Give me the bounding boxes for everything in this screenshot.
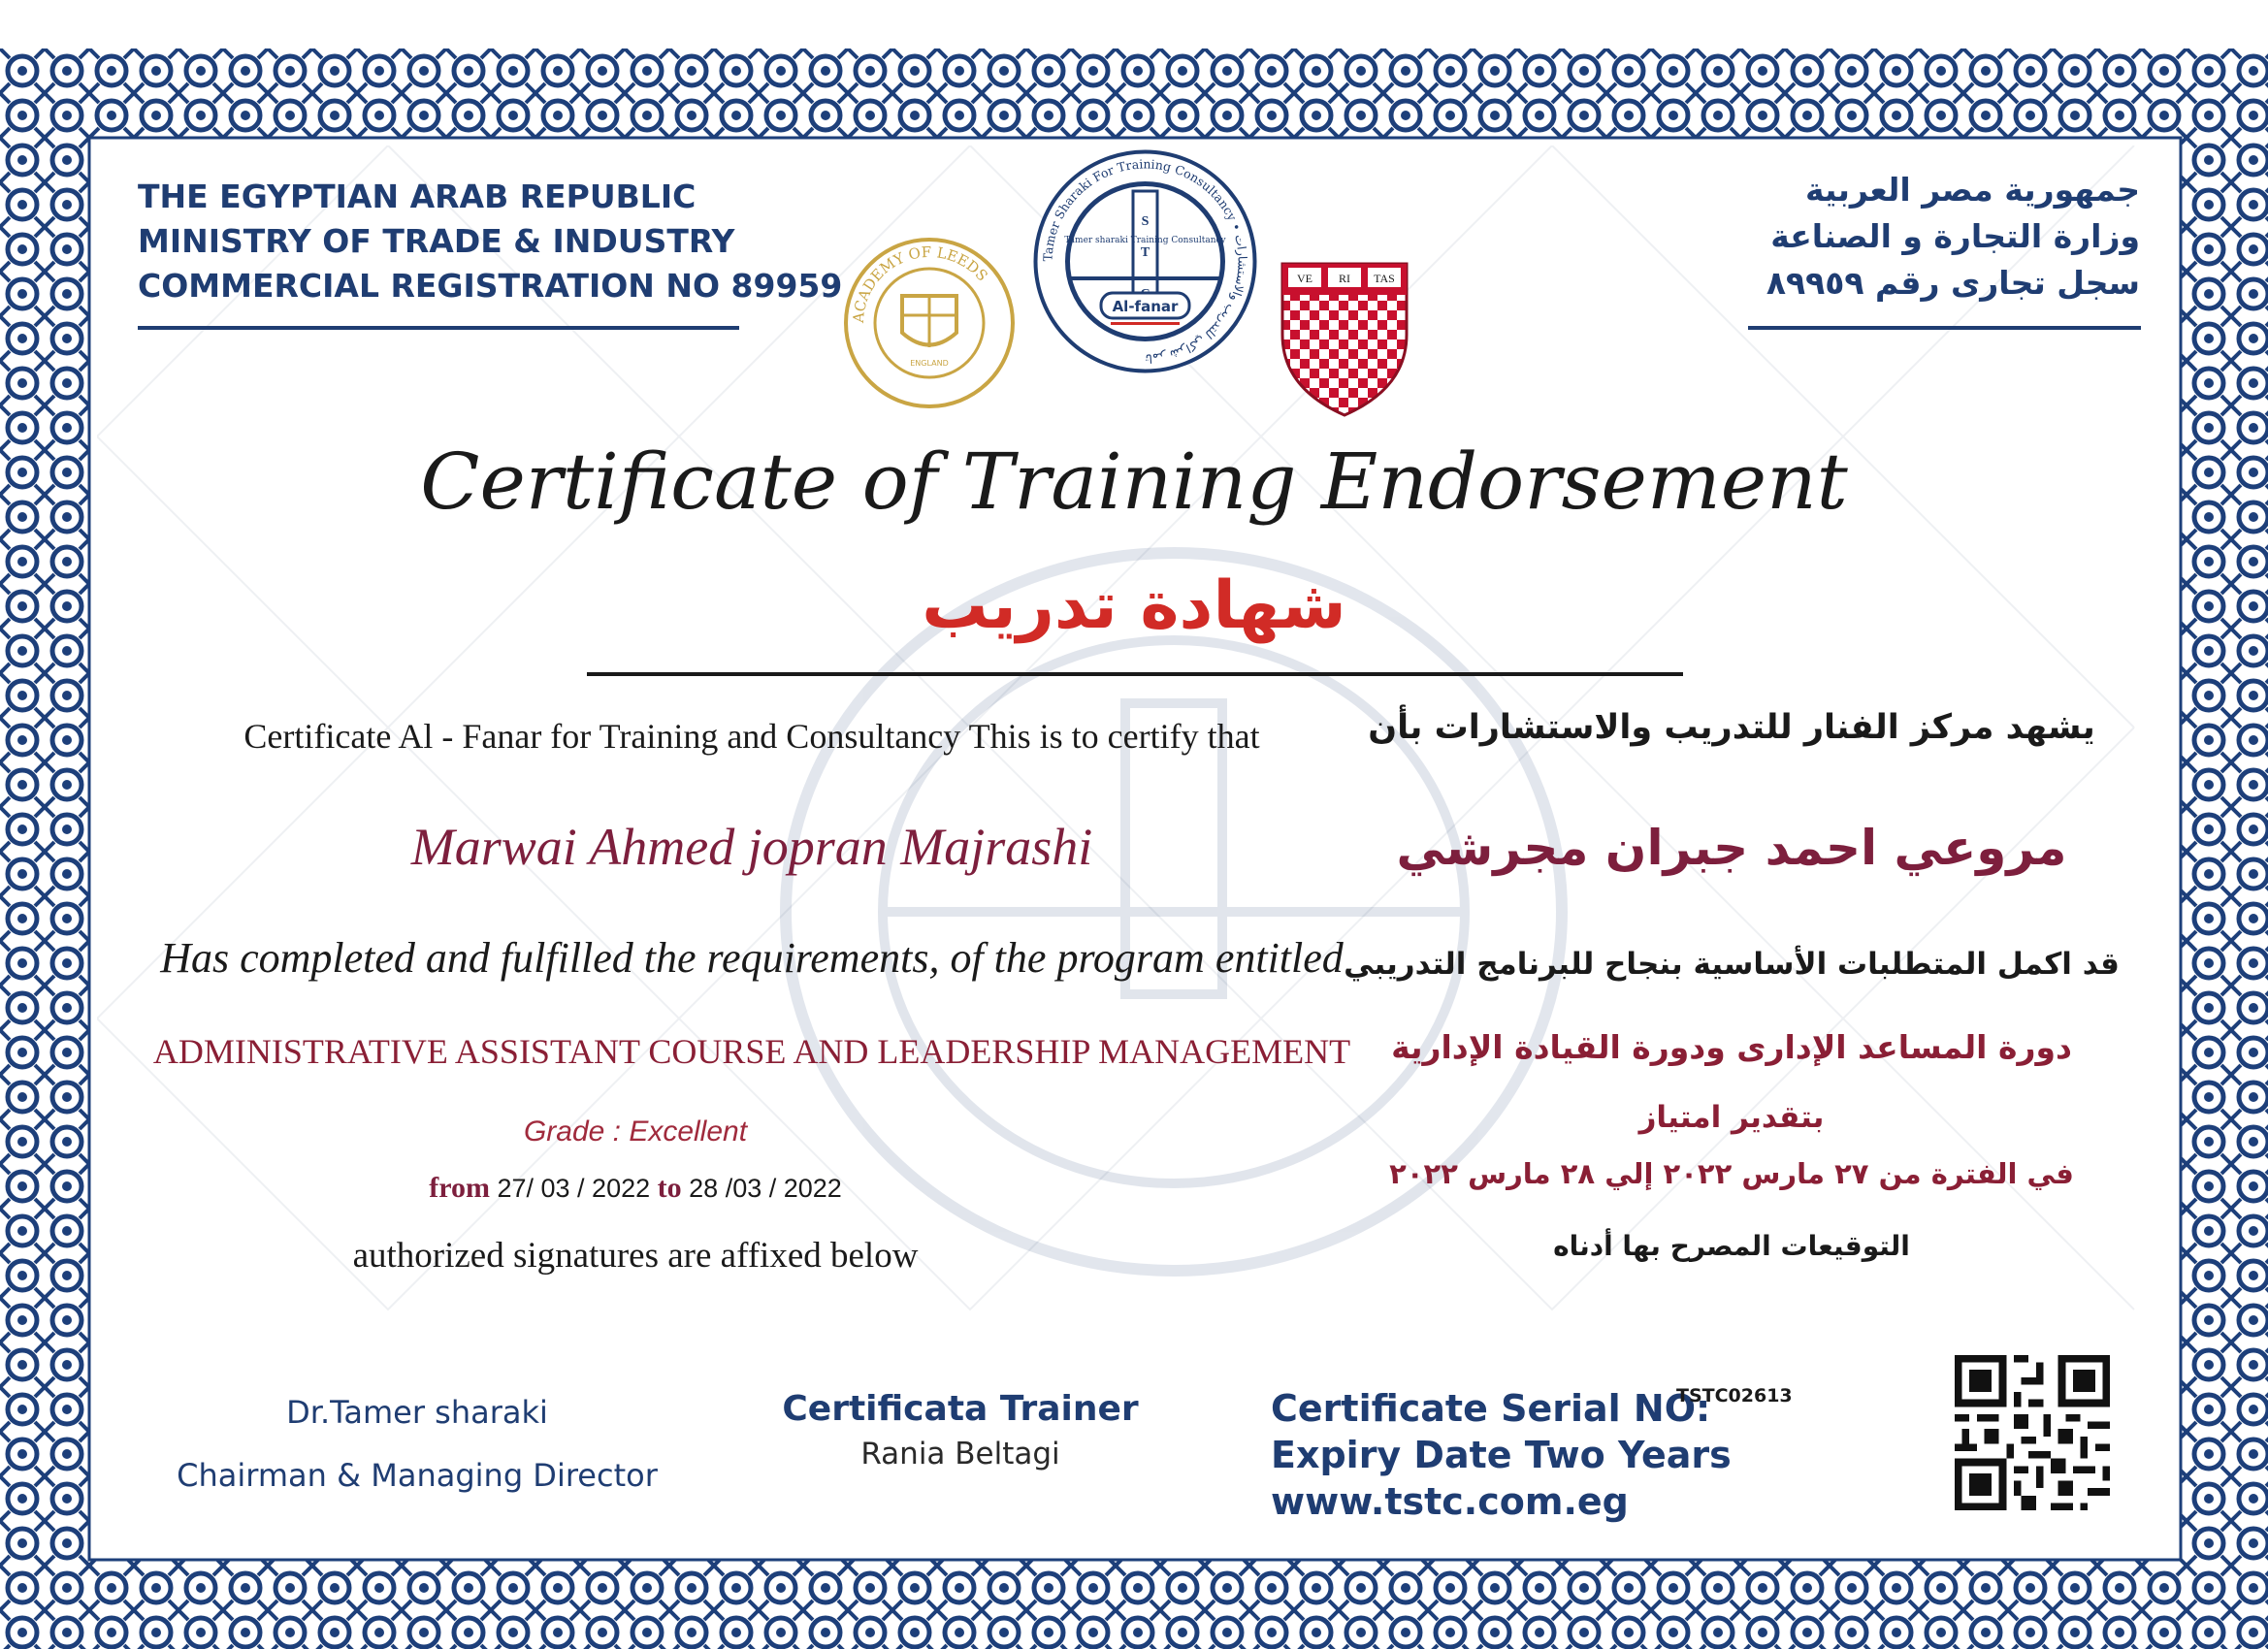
- signatures-note-arabic: التوقيعات المصرح بها أدناه: [1553, 1230, 1910, 1262]
- completion-statement-arabic: قد اكمل المتطلبات الأساسية بنجاح للبرنامج التدريبي: [1344, 947, 2120, 982]
- trainer-name: Rania Beltagi: [860, 1437, 1060, 1471]
- website-link[interactable]: www.tstc.com.eg: [1271, 1480, 1629, 1523]
- header-left-rule: [138, 326, 739, 330]
- shield-book-3: TAS: [1374, 272, 1395, 285]
- header-ar-line-3: سجل تجارى رقم ٨٩٩٥٩: [1766, 264, 2140, 302]
- program-title-arabic: دورة المساعد الإدارى ودورة القيادة الإدارية: [1391, 1028, 2072, 1066]
- header-en-line-1: THE EGYPTIAN ARAB REPUBLIC: [138, 178, 697, 215]
- header-right-rule: [1748, 326, 2141, 330]
- header-english: [138, 175, 842, 308]
- header-en-line-2: MINISTRY OF TRADE & INDUSTRY: [138, 222, 735, 260]
- grade-english: Grade : Excellent: [523, 1116, 748, 1148]
- serial-block: [1271, 1385, 1732, 1525]
- leeds-inner-text: ENGLAND: [910, 359, 949, 368]
- certificate-title-english: Certificate of Training Endorsement: [420, 436, 1848, 527]
- dates-arabic: في الفترة من ٢٧ مارس ٢٠٢٢ إلي ٢٨ مارس ٢٠٢٢: [1389, 1157, 2074, 1190]
- header-en-line-3: COMMERCIAL REGISTRATION NO 89959: [138, 267, 843, 305]
- trainer-title: Certificata Trainer: [782, 1389, 1139, 1429]
- from-date: 27/ 03 / 2022: [497, 1174, 651, 1203]
- serial-label: Certificate Serial NO:: [1271, 1387, 1711, 1430]
- grade-arabic: بتقدير امتياز: [1638, 1100, 1825, 1135]
- chairman-name: Dr.Tamer sharaki: [286, 1394, 548, 1431]
- to-date: 28 /03 / 2022: [689, 1174, 842, 1203]
- signatures-note-english: authorized signatures are affixed below: [352, 1236, 919, 1276]
- alfanar-letter-t: T: [1140, 245, 1150, 260]
- completion-statement-english: Has completed and fulfilled the requirements, of the program entitled: [160, 934, 1344, 982]
- certificate-title-arabic: شهادة تدريب: [922, 567, 1346, 644]
- trainer-block: [757, 1389, 1164, 1471]
- certify-statement-english: Certificate Al - Fanar for Training and Consultancy This is to certify that: [243, 717, 1260, 756]
- header-arabic: [1766, 167, 2140, 307]
- shield-book-2: RI: [1339, 272, 1350, 285]
- chairman-block: [146, 1381, 689, 1507]
- header-ar-line-1: جمهورية مصر العربية: [1805, 171, 2140, 209]
- title-divider: [587, 672, 1683, 676]
- header-ar-line-2: وزارة التجارة و الصناعة: [1770, 217, 2140, 255]
- leeds-seal-text: ACADEMY OF LEEDS: [849, 242, 991, 324]
- academy-of-leeds-seal: [842, 236, 1017, 410]
- recipient-name-english: Marwai Ahmed jopran Majrashi: [410, 818, 1093, 876]
- from-label: from: [429, 1172, 490, 1204]
- dates-english: [136, 1172, 1135, 1205]
- alfanar-letter-s: S: [1141, 214, 1150, 229]
- alfanar-seal: [1031, 147, 1259, 375]
- qr-code[interactable]: [1955, 1355, 2110, 1510]
- program-title-english: ADMINISTRATIVE ASSISTANT COURSE AND LEADERSHIP MANAGEMENT: [152, 1032, 1351, 1071]
- veritas-shield: [1280, 262, 1409, 417]
- shield-book-1: VE: [1297, 272, 1312, 285]
- expiry-text: Expiry Date Two Years: [1271, 1434, 1732, 1476]
- to-label: to: [657, 1172, 682, 1204]
- certify-statement-arabic: يشهد مركز الفنار للتدريب والاستشارات بأن: [1368, 708, 2095, 747]
- alfanar-brand: Al-fanar: [1112, 298, 1179, 315]
- recipient-name-arabic: مروعي احمد جبران مجرشي: [1396, 820, 2067, 876]
- serial-code: TSTC02613: [1676, 1385, 1793, 1406]
- chairman-title: Chairman & Managing Director: [177, 1457, 658, 1494]
- alfanar-ring-text: Tamer Sharaki For Training Consultancy • تامر شراكي للتدريب والاستشارات: [1040, 156, 1250, 367]
- alfanar-inner-text: Tamer sharaki Training Consultancy: [1064, 236, 1226, 245]
